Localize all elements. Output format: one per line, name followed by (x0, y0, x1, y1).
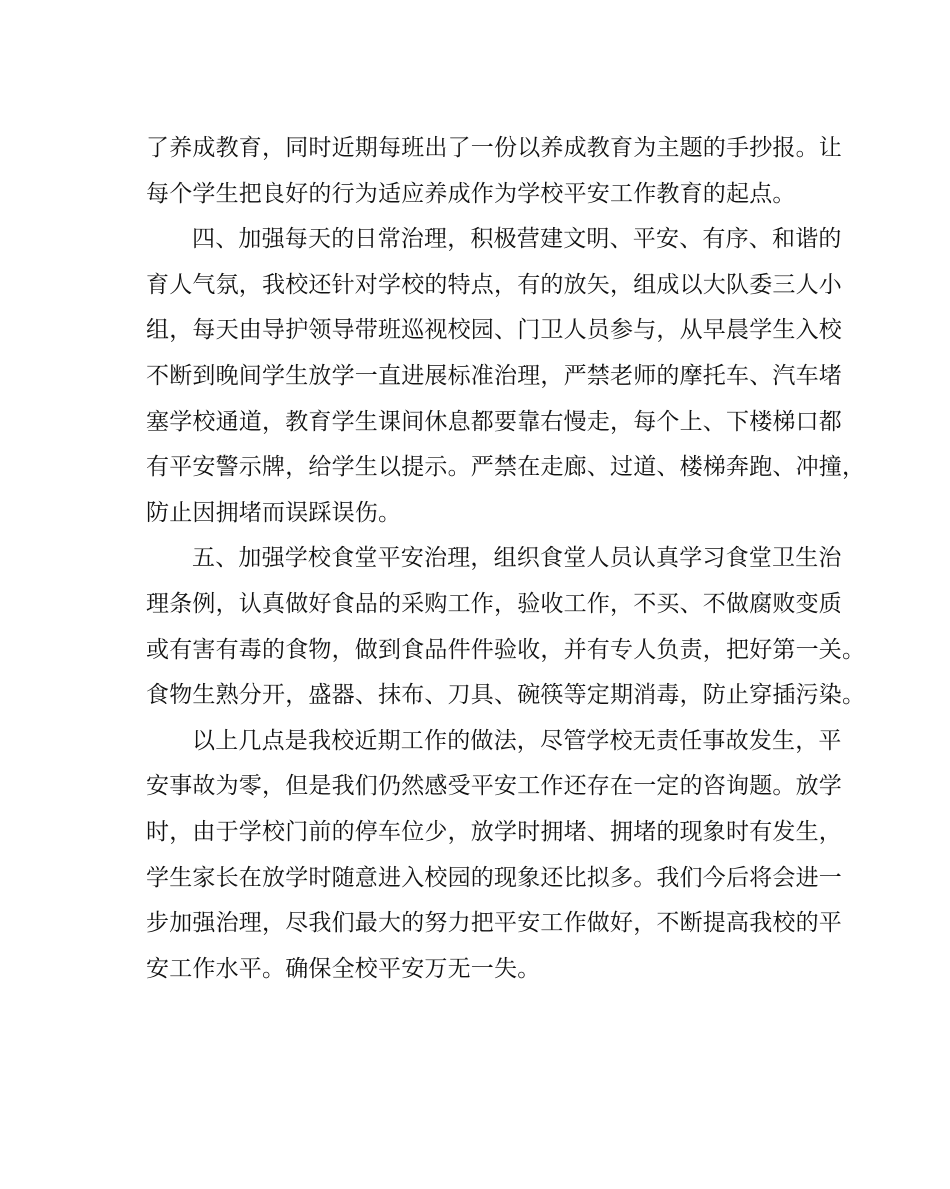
paragraph-start-line: 四、加强每天的日常治理，积极营建文明、平安、有序、和谐的 (192, 226, 842, 253)
document-body (146, 126, 866, 992)
paragraph-start-line: 以上几点是我校近期工作的做法，尽管学校无责任事故发生，平 (192, 727, 842, 754)
text-line: 时，由于学校门前的停车位少，放学时拥堵、拥堵的现象时有发生， (146, 818, 842, 845)
text-line: 步加强治理，尽我们最大的努力把平安工作做好，不断提高我校的平 (146, 910, 842, 937)
text-line: 了养成教育，同时近期每班出了一份以养成教育为主题的手抄报。让 (146, 135, 842, 161)
text-line: 塞学校通道，教育学生课间休息都要靠右慢走，每个上、下楼梯口都 (146, 408, 842, 435)
text-line: 不断到晚间学生放学一直进展标准治理，严禁老师的摩托车、汽车堵 (146, 362, 842, 389)
text-line: 理条例，认真做好食品的采购工作，验收工作，不买、不做腐败变质 (146, 590, 842, 617)
text-line: 防止因拥堵而误踩误伤。 (146, 499, 402, 526)
text-line: 或有害有毒的食物，做到食品件件验收，并有专人负责，把好第一关。 (146, 636, 866, 663)
text-line: 安工作水平。确保全校平安万无一失。 (146, 955, 541, 982)
text-line: 每个学生把良好的行为适应养成作为学校平安工作教育的起点。 (146, 180, 796, 207)
text-line: 育人气氛，我校还针对学校的特点，有的放矢，组成以大队委三人小 (146, 271, 842, 298)
text-line: 学生家长在放学时随意进入校园的现象还比拟多。我们今后将会进一 (146, 864, 842, 891)
paragraph-start-line: 五、加强学校食堂平安治理，组织食堂人员认真学习食堂卫生治 (192, 545, 842, 572)
text-line: 安事故为零，但是我们仍然感受平安工作还存在一定的咨询题。放学 (146, 773, 842, 800)
text-line: 有平安警示牌，给学生以提示。严禁在走廊、过道、楼梯奔跑、冲撞， (146, 454, 866, 481)
text-line: 食物生熟分开，盛器、抹布、刀具、碗筷等定期消毒，防止穿插污染。 (146, 682, 866, 709)
text-line: 组，每天由导护领导带班巡视校园、门卫人员参与，从早晨学生入校 (146, 317, 842, 344)
